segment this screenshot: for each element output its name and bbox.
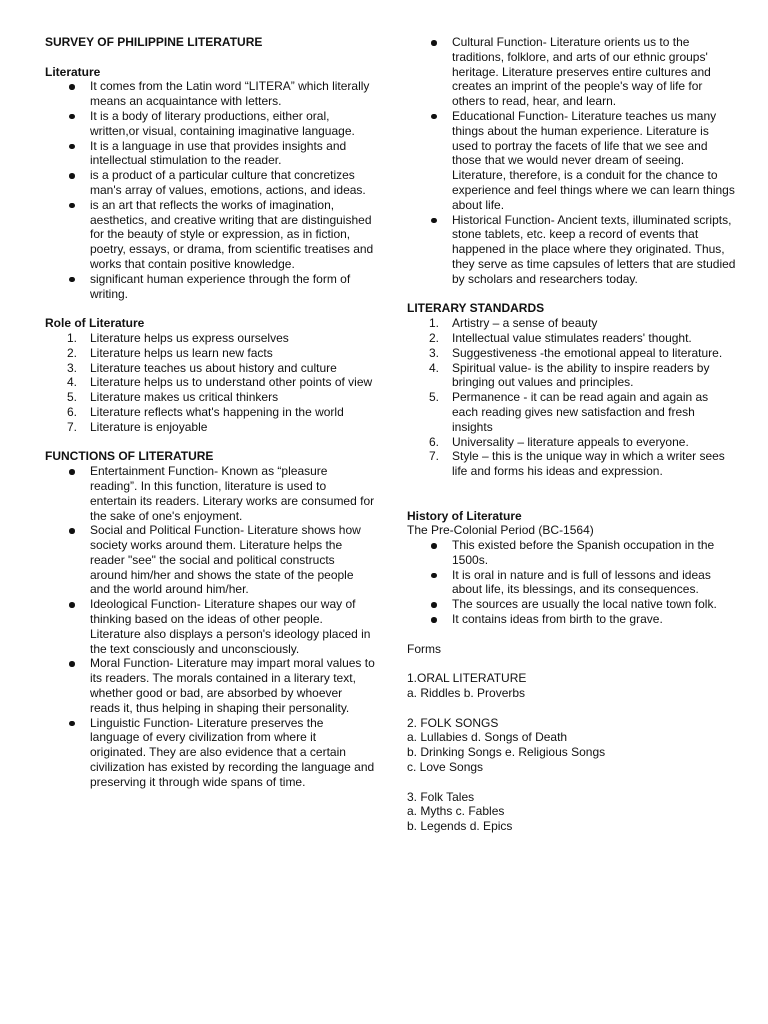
list-item: 2. Literature helps us learn new facts	[67, 345, 273, 360]
history-list	[407, 538, 737, 627]
functions-heading: FUNCTIONS OF LITERATURE	[45, 449, 214, 464]
list-item: 7. Style – this is the unique way in which a writer sees life and forms his ideas and expression.	[429, 449, 725, 479]
folk-tales-title: 3. Folk Tales	[407, 789, 475, 804]
list-item: 6. Literature reflects what's happening in the world	[67, 404, 344, 419]
list-item: This existed before the Spanish occupation in the 1500s.	[407, 538, 737, 568]
list-item: significant human experience through the form of writing.	[45, 272, 375, 302]
role-list	[45, 331, 375, 435]
list-item: 3. Literature teaches us about history and culture	[67, 360, 337, 375]
list-item: Social and Political Function- Literature shows how society works around them. Literature helps the reader "see" the social and political constructs around him/her and shows the state of the people and the world around him/her.	[45, 523, 375, 597]
list-item: It is a body of literary productions, either oral, written,or visual, containing imaginative language.	[45, 109, 375, 139]
list-item: Cultural Function- Literature orients us to the traditions, folklore, and arts of our ethnic groups' heritage. Literature preserves entire cultures and creates an imprint of the people's way of life for others to read, hear, and learn.	[407, 35, 737, 109]
folk-songs-line: a. Lullabies d. Songs of Death	[407, 730, 568, 745]
list-item: is an art that reflects the works of imagination, aesthetics, and creative writing that are distinguished for the beauty of style or expression, as in fiction, poetry, essays, or drama, from scientific treatises and works that contain positive knowledge.	[45, 198, 375, 272]
document-title: SURVEY OF PHILIPPINE LITERATURE	[45, 35, 263, 49]
list-item: is a product of a particular culture that concretizes man's array of values, emotions, actions, and ideas.	[45, 168, 375, 198]
standards-heading: LITERARY STANDARDS	[407, 301, 545, 316]
folk-songs-title: 2. FOLK SONGS	[407, 715, 499, 730]
forms-label: Forms	[407, 641, 441, 656]
list-item: Moral Function- Literature may impart moral values to its readers. The morals contained in a literary text, whether good or bad, are absorbed by whoever reads it, thus helping in shaping their personality.	[45, 656, 375, 715]
list-item: 1. Artistry – a sense of beauty	[429, 316, 598, 331]
list-item: 5. Literature makes us critical thinkers	[67, 390, 279, 405]
list-item: 2. Intellectual value stimulates readers' thought.	[429, 330, 692, 345]
list-item: Entertainment Function- Known as “pleasure reading”. In this function, literature is used to entertain its readers. Literary works are consumed for the sake of one's enjoyment.	[45, 464, 375, 523]
list-item: It is oral in nature and is full of lessons and ideas about life, its blessings, and its consequences.	[407, 568, 737, 598]
literature-heading: Literature	[45, 64, 101, 79]
list-item: It comes from the Latin word “LITERA” which literally means an acquaintance with letters.	[45, 79, 375, 109]
left-column	[45, 35, 375, 790]
list-item: 6. Universality – literature appeals to everyone.	[429, 434, 689, 449]
list-item: 7. Literature is enjoyable	[67, 419, 208, 434]
folk-songs-line: c. Love Songs	[407, 760, 484, 775]
right-column	[407, 35, 737, 834]
list-item: The sources are usually the local native town folk.	[407, 597, 737, 612]
list-item: Ideological Function- Literature shapes our way of thinking based on the ideas of other people. Literature also displays a person's ideology placed in the text consciously and unconsciously.	[45, 597, 375, 656]
folk-tales-line: b. Legends d. Epics	[407, 819, 513, 834]
oral-literature-line: a. Riddles b. Proverbs	[407, 686, 526, 701]
list-item: Educational Function- Literature teaches us many things about the human experience. Literature is used to portray the facets of life that we see and those that we would never dream of seeing. Literature, therefore, is a conduit for the chance to experience and feel things where we can learn things about life.	[407, 109, 737, 213]
oral-literature-title: 1.ORAL LITERATURE	[407, 671, 527, 686]
folk-songs-line: b. Drinking Songs e. Religious Songs	[407, 745, 606, 760]
list-item: Historical Function- Ancient texts, illuminated scripts, stone tablets, etc. keep a record of events that happened in the place where they originated. Thus, they serve as time capsules of letters that are studied by scholars and researchers today.	[407, 213, 737, 287]
period-label: The Pre-Colonial Period (BC-1564)	[407, 523, 594, 538]
list-item: Linguistic Function- Literature preserves the language of every civilization from where it originated. They are also evidence that a certain civilization has existed by recording the language and preserving it through wide spans of time.	[45, 716, 375, 790]
standards-list	[407, 316, 737, 479]
functions-list-continued	[407, 35, 737, 287]
list-item: 5. Permanence - it can be read again and again as each reading gives new satisfaction and fresh insights	[429, 390, 709, 434]
folk-tales-line: a. Myths c. Fables	[407, 804, 505, 819]
list-item: It is a language in use that provides insights and intellectual stimulation to the reader.	[45, 139, 375, 169]
literature-list	[45, 79, 375, 301]
functions-list	[45, 464, 375, 790]
list-item: 1. Literature helps us express ourselves	[67, 330, 289, 345]
list-item: 3. Suggestiveness -the emotional appeal to literature.	[429, 345, 723, 360]
list-item: 4. Spiritual value- is the ability to inspire readers by bringing out values and principles.	[429, 360, 710, 390]
role-heading: Role of Literature	[45, 316, 145, 331]
list-item: It contains ideas from birth to the grave.	[407, 612, 737, 627]
history-heading: History of Literature	[407, 508, 522, 523]
list-item: 4. Literature helps us to understand other points of view	[67, 375, 373, 390]
